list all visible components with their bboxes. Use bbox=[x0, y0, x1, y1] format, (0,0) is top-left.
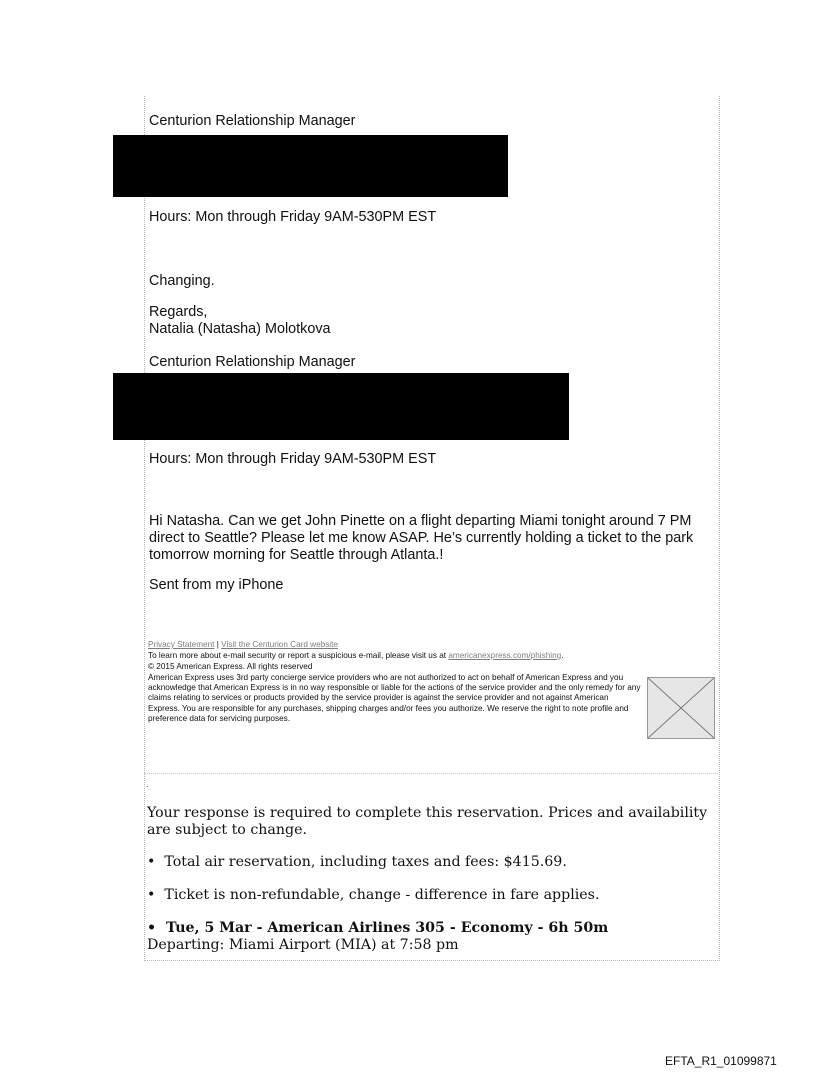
total-bullet bbox=[147, 854, 567, 871]
signature-title-1: Centurion Relationship Manager bbox=[149, 113, 356, 129]
section-divider bbox=[144, 773, 718, 774]
hours-text-2: Hours: Mon through Friday 9AM-530PM EST bbox=[149, 451, 437, 467]
footer-separator: | bbox=[216, 640, 219, 649]
bullet-icon: • bbox=[147, 887, 156, 903]
stray-dot: . bbox=[146, 779, 149, 790]
security-end: . bbox=[561, 651, 564, 660]
signature-title-2: Centurion Relationship Manager bbox=[149, 354, 356, 370]
ticket-bullet bbox=[147, 887, 599, 904]
disclaimer-text: American Express uses 3rd party concierge service providers who are not authorized to act on behalf of American Express and you acknowledge that American Express is in no way responsible or liable for the actions of the service provider and the only remedy for any claims relating to services or products provided by the service provider is against the service provider and not against American Express. You are responsible for any purchases, shipping charges and/or fees you authorize. We reserve the right to note profile and preference data for servicing purposes. bbox=[148, 673, 641, 723]
document-id: EFTA_R1_01099871 bbox=[665, 1054, 777, 1068]
flight-bullet bbox=[147, 920, 608, 937]
signature-name: Natalia (Natasha) Molotkova bbox=[149, 321, 331, 337]
redaction-box-2 bbox=[113, 373, 569, 440]
redaction-box-1 bbox=[113, 135, 508, 197]
bullet-icon: • bbox=[147, 920, 157, 936]
security-text: To learn more about e-mail security or report a suspicious e-mail, please visit us at bbox=[148, 651, 447, 660]
request-message: Hi Natasha. Can we get John Pinette on a flight departing Miami tonight around 7 PM direct to Seattle? Please let me know ASAP. He’s currently holding a ticket to the park tomorrow morning for Seattle through Atlanta.! bbox=[149, 513, 694, 563]
flight-text: Tue, 5 Mar - American Airlines 305 - Economy - 6h 50m bbox=[165, 920, 609, 936]
centurion-website-link[interactable]: Visit the Centurion Card website bbox=[221, 640, 338, 649]
broken-image-icon bbox=[647, 677, 715, 739]
footer-links bbox=[148, 640, 648, 650]
total-text: Total air reservation, including taxes and fees: $415.69. bbox=[164, 854, 567, 870]
departing-text: Departing: Miami Airport (MIA) at 7:58 pm bbox=[147, 937, 459, 953]
security-notice bbox=[148, 651, 668, 661]
ticket-terms-text: Ticket is non-refundable, change - difference in fare applies. bbox=[164, 887, 600, 903]
phishing-link[interactable]: americanexpress.com/phishing bbox=[448, 651, 562, 660]
copyright-text: © 2015 American Express. All rights reserved bbox=[148, 662, 313, 671]
sent-from-text: Sent from my iPhone bbox=[149, 577, 284, 593]
reservation-notice: Your response is required to complete this reservation. Prices and availability are subject to change. bbox=[147, 805, 708, 838]
regards-text: Regards, bbox=[149, 304, 208, 320]
changing-text: Changing. bbox=[149, 273, 215, 289]
hours-text-1: Hours: Mon through Friday 9AM-530PM EST bbox=[149, 209, 437, 225]
bullet-icon: • bbox=[147, 854, 156, 870]
privacy-statement-link[interactable]: Privacy Statement bbox=[148, 640, 215, 649]
